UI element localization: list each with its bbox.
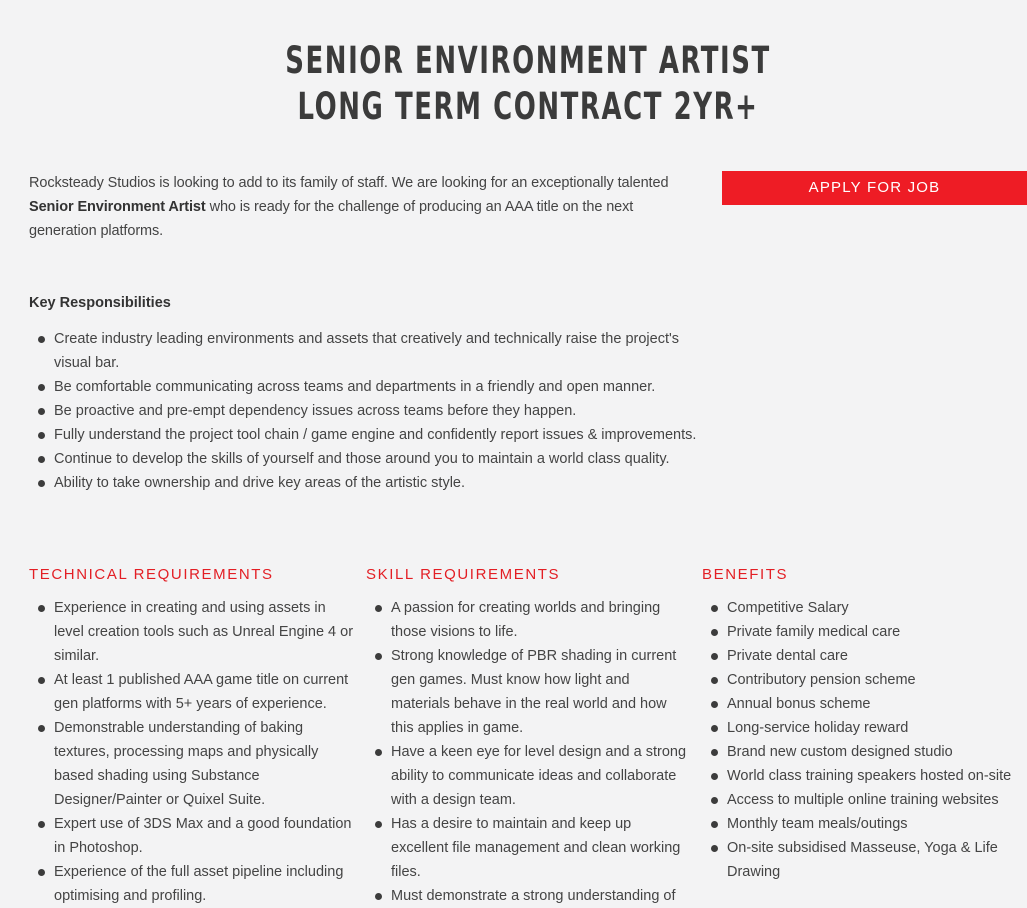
job-title	[116, 38, 940, 130]
key-responsibilities-heading: Key Responsibilities	[29, 295, 171, 311]
technical-requirement-item: Expert use of 3DS Max and a good foundation in Photoshop.	[29, 812, 359, 860]
benefits-section	[702, 563, 1022, 884]
responsibilities-list	[29, 327, 709, 495]
skill-requirement-item: Have a keen eye for level design and a strong ability to communicate ideas and collaborate with a design team.	[366, 740, 691, 812]
benefit-item: World class training speakers hosted on-site	[702, 764, 1022, 788]
benefits-list	[702, 596, 1022, 884]
responsibility-item: Be comfortable communicating across teams and departments in a friendly and open manner.	[29, 375, 709, 399]
skill-requirement-item: Strong knowledge of PBR shading in current gen games. Must know how light and materials behave in the real world and how this applies in game.	[366, 644, 691, 740]
technical-requirement-item: Experience of the full asset pipeline including optimising and profiling.	[29, 860, 359, 908]
intro-text-start: Rocksteady Studios is looking to add to its family of staff. We are looking for an exceptionally talented	[29, 175, 669, 191]
benefit-item: Brand new custom designed studio	[702, 740, 1022, 764]
technical-requirement-item: Demonstrable understanding of baking textures, processing maps and physically based shading using Substance Designer/Painter or Quixel Suite.	[29, 716, 359, 812]
benefit-item: Contributory pension scheme	[702, 668, 1022, 692]
benefit-item: Annual bonus scheme	[702, 692, 1022, 716]
skill-requirement-item: Has a desire to maintain and keep up excellent file management and clean working files.	[366, 812, 691, 884]
benefit-item: Monthly team meals/outings	[702, 812, 1022, 836]
benefit-item: On-site subsidised Masseuse, Yoga & Life Drawing	[702, 836, 1022, 884]
job-title-line-2: LONG TERM CONTRACT 2YR+	[297, 85, 759, 128]
responsibility-item: Be proactive and pre-empt dependency issues across teams before they happen.	[29, 399, 709, 423]
intro-job-name: Senior Environment Artist	[29, 199, 206, 215]
skill-requirements-heading: SKILL REQUIREMENTS	[366, 566, 561, 583]
intro-text-end: who is ready for the challenge of producing an AAA title on the next generation platforms.	[29, 199, 634, 239]
technical-requirements-list	[29, 596, 359, 908]
technical-requirements-heading: TECHNICAL REQUIREMENTS	[29, 566, 274, 583]
benefit-item: Private family medical care	[702, 620, 1022, 644]
technical-requirement-item: At least 1 published AAA game title on current gen platforms with 5+ years of experience.	[29, 668, 359, 716]
skill-requirements-section	[366, 563, 691, 908]
benefit-item: Competitive Salary	[702, 596, 1022, 620]
benefit-item: Private dental care	[702, 644, 1022, 668]
technical-requirement-item: Experience in creating and using assets in level creation tools such as Unreal Engine 4 or similar.	[29, 596, 359, 668]
job-intro	[29, 171, 699, 243]
responsibility-item: Create industry leading environments and assets that creatively and technically raise the project's visual bar.	[29, 327, 709, 375]
responsibility-item: Continue to develop the skills of yourself and those around you to maintain a world class quality.	[29, 447, 709, 471]
skill-requirement-item: Must demonstrate a strong understanding of	[366, 884, 691, 908]
responsibility-item: Ability to take ownership and drive key areas of the artistic style.	[29, 471, 709, 495]
skill-requirement-item: A passion for creating worlds and bringing those visions to life.	[366, 596, 691, 644]
benefit-item: Long-service holiday reward	[702, 716, 1022, 740]
technical-requirements-section	[29, 563, 359, 908]
job-title-line-1: SENIOR ENVIRONMENT ARTIST	[285, 39, 771, 82]
responsibility-item: Fully understand the project tool chain / game engine and confidently report issues & improvements.	[29, 423, 709, 447]
benefit-item: Access to multiple online training websites	[702, 788, 1022, 812]
skill-requirements-list	[366, 596, 691, 908]
benefits-heading: BENEFITS	[702, 566, 789, 583]
apply-for-job-button[interactable]: APPLY FOR JOB	[722, 171, 1027, 205]
